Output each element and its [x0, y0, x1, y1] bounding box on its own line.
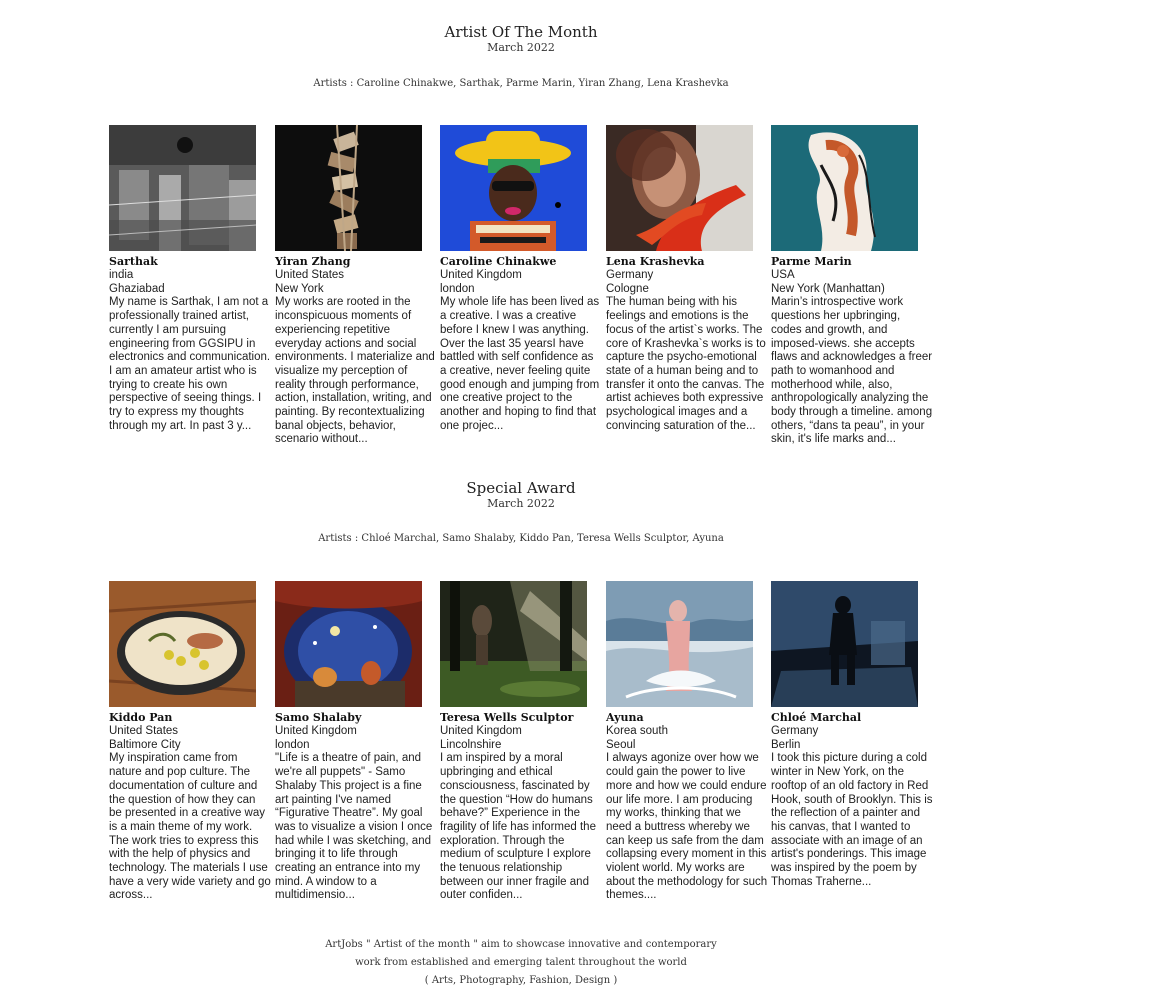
artist-card[interactable] — [109, 125, 271, 433]
artist-bio: My name is Sarthak, I am not a professionally trained artist, currently I am pursuing engineering from GGSIPU in electronics and communication. I am an amateur artist who is trying to create his own perspective of seeing things. I try to express my thoughts through my art. In past 3 y... — [109, 296, 271, 432]
artist-bio: My works are rooted in the inconspicuous moments of experiencing repetitive everyday actions and social environments. I materialize and visualize my perception of reality through performance, action, installation, writing, and painting. By recontextualizing banal objects, behavior, scenario without... — [275, 296, 435, 446]
artist-card[interactable] — [440, 581, 602, 903]
artist-name[interactable]: Parme Marin — [771, 255, 852, 268]
artist-name[interactable]: Lena Krashevka — [606, 255, 705, 268]
artist-city: london — [275, 738, 310, 751]
artist-bio: Marin’s introspective work questions her upbringing, codes and growth, and imposed-views. she accepts flaws and acknowledges a freer path to womanhood and motherhood while, also, anthropologically analyzing the body through a timeline. among others, “dans ta peau”, in your skin, it's life marks and... — [771, 296, 933, 446]
artist-city: New York (Manhattan) — [771, 282, 885, 295]
section-title: Special Award — [466, 479, 576, 497]
artist-card[interactable] — [109, 581, 271, 903]
artist-bio: The human being with his feelings and emotions is the focus of the artist`s works. The core of Krashevka`s works is to capture the psycho-emotional state of a human being and to transfer it onto the canvas. The artist achieves both expressive psychological images and a convincing saturation of the... — [606, 296, 766, 432]
artist-city: london — [440, 282, 475, 295]
artist-city: Berlin — [771, 738, 801, 751]
artist-country: United States — [109, 725, 179, 737]
artist-bio: My inspiration came from nature and pop culture. The documentation of culture and the question of how they can be presented in a creative way is a main theme of my work. The work tries to express this with the help of physics and technology. The materials I use have a very wide variety and go across... — [109, 752, 271, 902]
artist-name[interactable]: Yiran Zhang — [275, 255, 351, 268]
artist-country: india — [109, 269, 134, 281]
artwork-image[interactable] — [771, 125, 918, 251]
artist-country: Germany — [606, 269, 654, 281]
artist-name[interactable]: Samo Shalaby — [275, 711, 362, 724]
artists-list-line: Artists : Caroline Chinakwe, Sarthak, Parme Marin, Yiran Zhang, Lena Krashevka — [313, 78, 729, 89]
artist-name[interactable]: Chloé Marchal — [771, 711, 862, 724]
artist-card[interactable] — [275, 125, 437, 447]
artist-card[interactable] — [771, 125, 933, 447]
artist-city: Ghaziabad — [109, 282, 165, 295]
footer-text — [0, 936, 1042, 990]
footer-line: ( Arts, Photography, Fashion, Design ) — [424, 975, 618, 986]
artist-card[interactable] — [606, 125, 768, 433]
artist-bio: My whole life has been lived as a creative. I was a creative before I knew I was anything. Over the last 35 yearsI have battled with self confidence as a creative, never feeling quite good enough and jumping from one creative project to the another and hoping to find that one projec... — [440, 296, 600, 432]
artist-city: Baltimore City — [109, 738, 181, 751]
artist-city: Lincolnshire — [440, 738, 502, 751]
artist-of-month-header — [0, 23, 1042, 54]
artist-city: Cologne — [606, 282, 649, 295]
artist-bio: I always agonize over how we could gain the power to live more and how we could endure our life more. I am producing my works, thinking that we need a buttress whereby we can keep us safe from the dam collapsing every moment in this violent world. My works are about the methodology for such themes.... — [606, 752, 768, 902]
artist-name[interactable]: Kiddo Pan — [109, 711, 173, 724]
artist-name[interactable]: Caroline Chinakwe — [440, 255, 557, 268]
footer-line: work from established and emerging talent throughout the world — [355, 957, 687, 968]
artist-card[interactable] — [440, 125, 602, 433]
artwork-image[interactable] — [606, 125, 753, 251]
artist-country: United Kingdom — [275, 725, 357, 737]
artist-country: Germany — [771, 725, 819, 737]
artist-country: United Kingdom — [440, 725, 522, 737]
artist-country: USA — [771, 269, 795, 281]
artist-card[interactable] — [606, 581, 768, 903]
artwork-image[interactable] — [275, 125, 422, 251]
artwork-image[interactable] — [109, 581, 256, 707]
artist-card[interactable] — [275, 581, 437, 903]
section-date: March 2022 — [487, 41, 555, 54]
artists-list-line: Artists : Chloé Marchal, Samo Shalaby, Kiddo Pan, Teresa Wells Sculptor, Ayuna — [318, 533, 724, 544]
artist-city: New York — [275, 282, 324, 295]
artist-country: Korea south — [606, 725, 669, 737]
artist-card[interactable] — [771, 581, 933, 889]
artist-bio: I took this picture during a cold winter in New York, on the rooftop of an old factory in Red Hook, south of Brooklyn. This is the reflection of a painter and his canvas, that I wanted to associate with an image of an artist's ponderings. This image was inspired by the poem by Thomas Traherne... — [771, 752, 933, 888]
artwork-image[interactable] — [606, 581, 753, 707]
artwork-image[interactable] — [771, 581, 918, 707]
section-date: March 2022 — [487, 497, 555, 510]
artist-bio: "Life is a theatre of pain, and we're all puppets" - Samo Shalaby This project is a fine art painting I've named “Figurative Theatre”. My goal was to visualize a vision I once had while I was sketching, and bringing it to life through creating an entrance into my mind. A window to a multidimensio... — [275, 752, 433, 902]
special-award-grid — [109, 581, 949, 911]
artist-country: United Kingdom — [440, 269, 522, 281]
artwork-image[interactable] — [440, 125, 587, 251]
artist-name[interactable]: Teresa Wells Sculptor — [440, 711, 574, 724]
special-award-header — [0, 479, 1042, 510]
artwork-image[interactable] — [109, 125, 256, 251]
section-title: Artist Of The Month — [444, 23, 598, 41]
artist-country: United States — [275, 269, 345, 281]
artist-city: Seoul — [606, 738, 636, 751]
artist-of-month-grid — [109, 125, 949, 455]
artwork-image[interactable] — [275, 581, 422, 707]
footer-line: ArtJobs " Artist of the month " aim to showcase innovative and contemporary — [325, 939, 717, 950]
artist-name[interactable]: Sarthak — [109, 255, 158, 268]
artist-bio: I am inspired by a moral upbringing and ethical consciousness, fascinated by the question “How do humans behave?” Experience in the fragility of life has informed the exploration. Through the medium of sculpture I explore the tenuous relationship between our inner fragile and outer confiden... — [440, 752, 596, 902]
artist-name[interactable]: Ayuna — [606, 711, 644, 724]
artwork-image[interactable] — [440, 581, 587, 707]
